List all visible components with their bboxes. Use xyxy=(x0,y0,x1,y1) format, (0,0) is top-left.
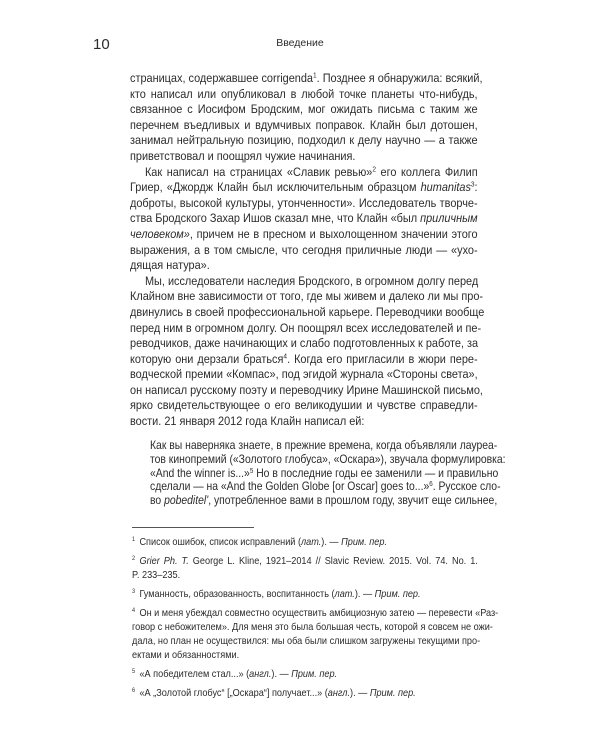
text-run: ). — xyxy=(321,537,342,548)
footnote-number: 5 xyxy=(132,668,136,676)
footnote-ref: 2 xyxy=(372,164,376,174)
text-line xyxy=(150,493,498,508)
text-run: тов кинопремий («Золотого глобуса», «Оскара»), звучала формулировка: xyxy=(150,451,506,466)
text-line xyxy=(130,87,478,103)
footnote-ref: 3 xyxy=(470,179,475,189)
footnote xyxy=(132,536,478,550)
text-run: . Когда его пригласили в жюри пере- xyxy=(287,351,478,366)
footnote xyxy=(132,555,478,583)
footnote-number: 3 xyxy=(132,588,136,596)
text-line xyxy=(132,569,478,583)
footnote-separator xyxy=(132,527,254,528)
text-line xyxy=(150,465,499,481)
text-run: ). — xyxy=(350,688,370,699)
text-line xyxy=(130,102,478,118)
text-run: Но в последние годы ее заменили — и правильно xyxy=(253,465,499,480)
text-run: Мы, исследователи наследия Бродского, в огромном долгу перед xyxy=(144,273,479,288)
text-run: Как вы наверняка знаете, в прежние времена, когда объявляли лауреа- xyxy=(150,438,498,452)
text-line xyxy=(132,588,478,602)
text-line xyxy=(150,438,498,453)
text-run: доброты, высокой культуры, утонченности». Исследователь творче- xyxy=(130,195,478,210)
text-run: дала, но план не осуществился: мы оба были слишком загружены текущими про- xyxy=(132,636,481,647)
footnote-number: 6 xyxy=(132,687,136,695)
text-run: связанное с Иосифом Бродским, мог ожидать письма с таким же xyxy=(130,102,478,117)
text-line xyxy=(132,635,481,649)
text-run: ). — xyxy=(271,669,292,680)
text-run: ства Бродского Захар Ишов сказал мне, что Клайн «был xyxy=(130,211,421,226)
text-line xyxy=(130,304,485,321)
running-title: Введение xyxy=(276,37,324,49)
text-run: во xyxy=(150,493,165,508)
quote-paragraph xyxy=(150,438,506,508)
text-line xyxy=(132,687,478,701)
text-line xyxy=(130,165,478,181)
text-line xyxy=(130,274,478,290)
text-line xyxy=(130,336,478,352)
text-line xyxy=(132,536,478,550)
text-line xyxy=(130,289,484,305)
text-line xyxy=(130,227,478,243)
footnote xyxy=(132,607,499,663)
text-line xyxy=(130,414,478,430)
text-line xyxy=(132,621,493,635)
text-line xyxy=(130,352,478,368)
text-run: humanitas xyxy=(420,180,471,195)
text-run: дящая натура». xyxy=(130,258,210,273)
text-run: , причем не в пресном и выхолощенном значении этого xyxy=(189,226,478,241)
footnote xyxy=(132,668,478,682)
text-run: сделали — на «And the Golden Globe [or Oscar] goes to...» xyxy=(150,479,430,494)
text-run: говор с небожителем». Для меня это была большая честь, которой я совсем не ожи- xyxy=(132,622,493,633)
text-run: : xyxy=(474,180,478,195)
text-run: его коллега Филип xyxy=(375,164,478,179)
text-line xyxy=(130,118,478,134)
text-run: Гуманность, образованность, воспитанность ( xyxy=(139,589,335,600)
text-run: «А победителем стал...» ( xyxy=(139,669,250,680)
text-run: лат. xyxy=(301,537,322,548)
text-line xyxy=(130,258,478,274)
paragraph xyxy=(130,70,483,165)
text-line xyxy=(132,649,478,663)
text-run: Прим. пер. xyxy=(291,669,338,680)
text-run: Список ошибок, список исправлений ( xyxy=(139,537,302,548)
text-line xyxy=(130,398,478,414)
text-run: кто написал или опубликовал в любой точке планеты что-нибудь, xyxy=(130,86,478,101)
footnote-number: 4 xyxy=(132,607,136,615)
text-line xyxy=(132,555,478,569)
text-line xyxy=(130,133,478,149)
body-text xyxy=(130,70,485,430)
text-run: Прим. пер. xyxy=(341,537,388,548)
text-run: Клайном вне зависимости от того, где мы живем и далеко ли мы про- xyxy=(130,289,484,304)
text-run: приветствовал и поощрял чужие начинания. xyxy=(130,148,356,163)
text-run: Прим. пер. xyxy=(374,589,421,600)
text-run: человеком» xyxy=(130,226,190,241)
footnote xyxy=(132,588,478,602)
text-run: реводчиков, даже начинающих и слабо подготовленных к работе, за xyxy=(130,336,479,351)
text-line xyxy=(130,70,483,87)
text-line xyxy=(130,149,478,165)
page-number: 10 xyxy=(93,36,110,53)
text-line xyxy=(130,211,478,227)
text-run: ектами и обязанностями. xyxy=(132,650,240,661)
footnote-ref: 5 xyxy=(249,466,254,475)
text-line xyxy=(150,451,506,467)
text-run: вости. 21 января 2012 года Клайн написал ей: xyxy=(130,414,365,429)
text-run: приличным xyxy=(420,211,478,226)
footnote-ref: 4 xyxy=(283,351,288,361)
paragraph xyxy=(130,273,485,430)
footnote-number: 2 xyxy=(132,555,136,563)
footnote-number: 1 xyxy=(132,536,136,544)
text-run: . Русское сло- xyxy=(432,479,501,494)
text-run: P. 233–235. xyxy=(132,570,181,581)
footnote-ref: 6 xyxy=(429,480,433,489)
text-run: pobeditel' xyxy=(164,493,209,508)
text-run: «And the winner is...» xyxy=(150,465,250,480)
text-run: он написал русскому поэту и переводчику Ирине Машинской письмо, xyxy=(130,382,483,397)
text-line xyxy=(132,668,478,682)
text-run: Он и меня убеждал совместно осуществить амбициозную затею — перевести «Раз- xyxy=(139,608,499,619)
text-line xyxy=(132,607,499,621)
text-run: занимал нейтральную позицию, подходил к делу научно — а также xyxy=(130,133,478,148)
text-run: которую они дерзали браться xyxy=(130,351,284,366)
paragraph xyxy=(130,165,478,274)
text-run: ). — xyxy=(354,589,375,600)
text-run: Grier Ph. T. xyxy=(139,556,189,567)
text-line xyxy=(130,367,478,383)
text-line xyxy=(130,382,483,399)
text-line xyxy=(150,479,501,494)
text-run: . Позднее я обнаружила: всякий, xyxy=(316,71,483,85)
text-line xyxy=(130,196,478,212)
text-line xyxy=(130,320,482,337)
text-line xyxy=(130,180,478,196)
text-run: англ. xyxy=(249,669,272,680)
footnotes xyxy=(132,536,499,706)
text-run: водческой премии «Компас», под эгидой журнала «Стороны света», xyxy=(130,367,478,382)
text-run: страницах, содержавшее corrigenda xyxy=(130,71,313,85)
text-run: George L. Kline, 1921–2014 // Slavic Review. 2015. Vol. 74. No. 1. xyxy=(188,556,478,567)
block-quote xyxy=(150,438,506,508)
text-run: Прим. пер. xyxy=(369,688,416,699)
text-run: Гриер, «Джордж Клайн был исключительным образцом xyxy=(130,180,421,195)
text-run: двинулись в своей профессиональной карьере. Переводчики вообще xyxy=(130,304,485,319)
text-run: перед ним в огромном долгу. Он поощрял всех исследователей и пе- xyxy=(130,320,482,335)
text-run: «А „Золотой глобус“ [„Оскара“] получает...» ( xyxy=(139,688,328,699)
text-run: перечнем въедливых и вдумчивых поправок. Клайн был дотошен, xyxy=(130,117,478,132)
text-run: англ. xyxy=(327,688,351,699)
text-run: , употребленное вами в прошлом году, звучит еще сильнее, xyxy=(208,493,498,508)
text-run: ярко свидетельствующее о его великодушии и чувстве справедли- xyxy=(130,398,478,413)
footnote-ref: 1 xyxy=(312,70,317,80)
text-line xyxy=(130,243,478,259)
text-run: выражения, а в том смысле, что сегодня приличные люди — «ухо- xyxy=(130,242,478,257)
text-run: Как написал на страницах «Славик ревью» xyxy=(144,164,373,179)
text-run: лат. xyxy=(334,589,355,600)
footnote xyxy=(132,687,478,701)
